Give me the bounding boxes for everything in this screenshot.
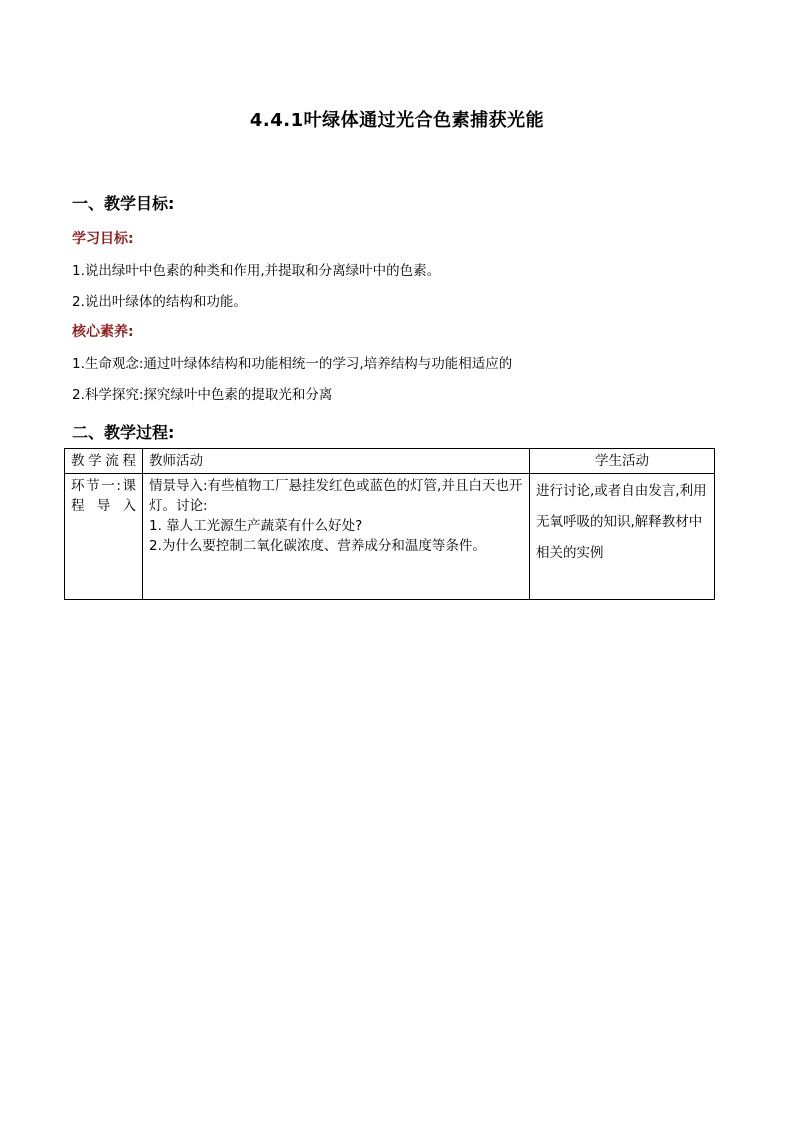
header-stage: 教学流程: [65, 449, 143, 474]
table-row: [65, 474, 715, 600]
learning-objective-item: 2.说出叶绿体的结构和功能。: [72, 294, 247, 310]
teacher-cell: [143, 474, 530, 600]
teacher-line: 2.为什么要控制二氧化碳浓度、营养成分和温度等条件。: [149, 538, 486, 554]
learning-objectives-heading: 学习目标:: [72, 231, 134, 247]
section-heading-process: 二、教学过程:: [72, 423, 175, 442]
core-literacy-item: 1.生命观念:通过叶绿体结构和功能相统一的学习,培养结构与功能相适应的: [72, 356, 513, 372]
teaching-process-table: [64, 448, 715, 600]
header-student: 学生活动: [530, 449, 715, 474]
student-cell: 进行讨论,或者自由发言,利用无氧呼吸的知识,解释教材中相关的实例: [530, 474, 715, 600]
teacher-line: 1. 靠人工光源生产蔬菜有什么好处?: [149, 518, 363, 534]
learning-objective-item: 1.说出绿叶中色素的种类和作用,并提取和分离绿叶中的色素。: [72, 263, 441, 279]
core-literacy-heading: 核心素养:: [72, 324, 134, 340]
table-header-row: [65, 449, 715, 474]
teacher-line: 情景导入:有些植物工厂悬挂发红色或蓝色的灯管,并且白天也开灯。讨论:: [149, 478, 523, 514]
section-heading-objectives: 一、教学目标:: [72, 194, 175, 213]
core-literacy-item: 2.科学探究:探究绿叶中色素的提取光和分离: [72, 387, 333, 403]
stage-cell: 环节一:课程导入: [65, 474, 143, 600]
document-title: 4.4.1叶绿体通过光合色素捕获光能: [249, 110, 545, 131]
header-teacher: 教师活动: [143, 449, 530, 474]
